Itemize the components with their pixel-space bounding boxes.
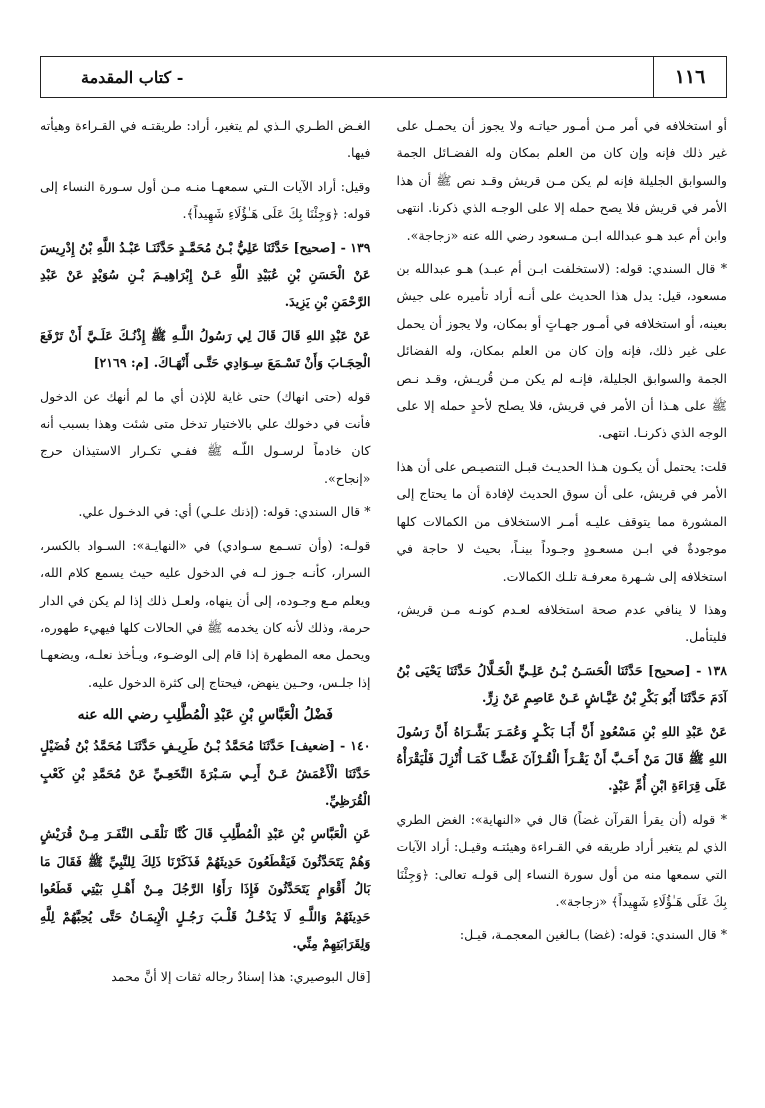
hadith-chain: ١٤٠ - [ضعيف] حَدَّثَنَا مُحَمَّدُ بْـنُ طَرِيـفٍ حَدَّثَنَـا مُحَمَّدُ بْنُ فُضَيْلٍ حَدَّثَنَا الْأَعْمَشُ عَـنْ أَبِـي سَـبْرَةَ النَّخَعِـيِّ عَنْ مُحَمَّدِ بْنِ كَعْبٍ الْقُرَظِيِّ. [40,738,371,808]
hadith-text: عَنْ عَبْدِ اللهِ بْنِ مَسْعُودٍ أَنَّ أَبَـا بَكْـرٍ وَعُمَـرَ بَشَّـرَاهُ أَنَّ رَسُولَ اللهِ ﷺ قَالَ مَنْ أَحَـبَّ أَنْ يَقْـرَأَ الْقُـرْآنَ غَضًّـا كَمَـا أُنْزِلَ فَلْيَقْرَأْهُ عَلَى قِرَاءَةِ ابْنِ أُمِّ عَبْدٍ. [396,723,727,794]
commentary-paragraph: وقيل: أراد الآيات الـتي سمعهـا منـه مـن أول سـورة النساء إلى قوله: ﴿وَجِئْنَا بِكَ عَلَى هَـٰؤُلَاءِ شَهِيداً﴾. [40,178,371,222]
page-number: ١١٦ [653,57,726,97]
commentary-paragraph: قلت: يحتمل أن يكـون هـذا الحديـث قبـل التنصيـص على أن هذا الأمر في قريش، على أن سوق الحديث لإفادة أن ما يحتاج إلى المشورة مما يتوقف عليـه أمـر الاستخلاف من الكمالات كلها موجودةٌ في ابـن مسعـودٍ وجـوداً بينـاً، بحيث لا حاجة في استخلافه إلى شـهرة معرفـة تلـك الكمالات. [396,458,727,584]
page-header [40,56,727,98]
text-columns [40,112,727,997]
commentary-paragraph: وهذا لا ينافي عدم صحة استخلافه لعـدم كونـه مـن قريش، فليتأمل. [396,601,727,645]
commentary-paragraph: * قوله (أن يقرأ القرآن غضاً) قال في «النهاية»: الغض الطري الذي لم يتغير أراد طريقه في القـراءة وهيئتـه وقيـل: أراد الآيات التي سمعها منه من أول سورة النساء إلى قولـه تعالى: ﴿وَجِئْنَا بِكَ عَلَى هَـٰؤُلَاءِ شَهِيداً﴾ «زجاجة». [396,811,727,909]
left-column [40,112,371,997]
book-page [40,56,727,1108]
commentary-paragraph: قولـه: (وأن تسـمع سـوادي) في «النهايـة»: السـواد بالكسر، السرار، كأنـه جـوز لـه في الدخول عليه حيث يسمع كلام الله، ويعلم مـع وجـوده، إلى أن ينهاه، ولعـل ذلك إذا لم يكن في الدار حرمة، وذلك لأنه كان يخدمه ﷺ في الحالات كلها فيهيء طهوره، ويحمل معه المطهرة إذا قام إلى الوضـوء، ويـأخذ نعلـه، ويضعهـا إذا جلـس، وحـين ينهض، فيحتاج إلى كثرة الدخول عليه. [40,537,371,690]
hadith-text: عَنْ عَبْدِ اللهِ قَالَ قَالَ لِي رَسُولُ اللَّـهِ ﷺ إِذْنُـكَ عَلَـيَّ أَنْ تَرْفَعَ الْحِجَـابَ وَأَنْ تَسْـمَعَ سِـوَادِي حَتَّـى أَنْهَـاكَ. [م: ٢١٦٩] [40,327,371,371]
commentary-paragraph: [قال البوصيري: هذا إسنادٌ رجاله ثقات إلا أنَّ محمد [111,969,371,985]
running-title: - كتاب المقدمة [81,67,184,87]
commentary-paragraph: * قال السندي: قوله: (إذنك علـي) أي: في الدخـول علي. [78,504,371,520]
hadith-chain: ١٣٨ - [صحيح] حَدَّثَنَا الْحَسَـنُ بْـنُ عَلِـيٍّ الْخَـلَّالُ حَدَّثَنَا يَحْيَى بْنُ آدَمَ حَدَّثَنَا أَبُو بَكْرِ بْنُ عَيَّـاشٍ عَـنْ عَاصِمٍ عَنْ زِرٍّ. [396,662,727,706]
right-column [397,112,728,997]
commentary-paragraph: * قال السندي: قوله: (غضا) بـالغين المعجمـة، قيـل: [459,927,727,943]
commentary-paragraph: قوله (حتى انهاك) حتى غاية للإذن أي ما لم أنهك عن الدخول فأنت في دخولك علي بالاختيار تدخل متى شئت وهذا بسبب أنه كان خادماً لرسـول اللّـه ﷺ ففـي تكـرار الاستيذان حرج «إنجاح». [40,388,371,486]
commentary-paragraph: أو استخلافه في أمر مـن أمـور حياتـه ولا يجوز أن يحمـل على غير ذلك فإنه وإن كان من العلم بمكان وله الفضـائل الجمة والسوابق الجليلة فإنه لم يكن مـن قريش وقـد نص ﷺ أن هذا الأمر في قريش فلا يصح حمله إلا على الوجـه الذي ذكرنا. انتهى وابن أم عبد هـو عبدالله ابـن مـسعود رضي الله عنه «زجاجة». [396,118,727,243]
section-heading: فَضْلُ الْعَبَّاسِ بْنِ عَبْدِ الْمُطَّلِبِ رضي الله عنه [77,707,333,724]
hadith-chain: ١٣٩ - [صحيح] حَدَّثَنَا عَلِيُّ بْـنُ مُحَمَّـدٍ حَدَّثَنَـا عَبْـدُ اللَّهِ بْنُ إِدْرِيسَ عَنْ الْحَسَنِ بْنِ عُبَيْدِ اللَّهِ عَـنْ إِبْرَاهِيـمَ بْـنِ سُوَيْدٍ عَنْ عَبْدِ الرَّحْمَنِ بْنِ يَزِيدَ. [40,239,371,310]
commentary-paragraph: * قال السندي: قوله: (لاستخلفت ابـن أم عبـد) هـو عبدالله بن مسعود، قيل: يدل هذا الحديث على أنـه أراد تأميره على جيش بعينه، أو استخلافه في أمـور جهـاتٍ أو بمكان، ولا يجوز أن يحمل على غير ذلك، فإنه وإن كان من العلم بمكان، وله الفضائل الجمة والسوابق الجليلة، فإنـه لم يكن مـن قُريـش، وقـد نـص ﷺ على هـذا أن الأمر في قريش، فلا يصلح لأحدٍ حمله إلا على الوجه الذي ذكرنـا. انتهى. [396,261,727,441]
commentary-paragraph: الغـض الطـري الـذي لم يتغير، أراد: طريقتـه في القـراءة وهيأته فيها. [40,118,371,161]
hadith-text: عَنِ الْعَبَّاسِ بْنِ عَبْدِ الْمُطَّلِبِ قَالَ كُنَّا نَلْقَـى النَّفَـرَ مِـنْ قُرَيْشٍ وَهُمْ يَتَحَدَّثُونَ فَيَقْطَعُونَ حَدِيثَهُمْ فَذَكَرْنَا ذَلِكَ لِلنَّبِيِّ ﷺ فَقَالَ مَا بَالُ أَقْوَامٍ يَتَحَدَّثُونَ فَإِذَا رَأَوُا الرَّجُلَ مِـنْ أَهْـلِ بَيْتِي قَطَعُوا حَدِيثَهُمْ وَاللَّـهِ لَا يَدْخُـلُ قَلْـبَ رَجُـلٍ الْإِيمَـانُ حَتَّى يُحِبَّهُمْ لِلَّهِ وَلِقَرَابَتِهِمْ مِنِّي. [40,826,371,951]
